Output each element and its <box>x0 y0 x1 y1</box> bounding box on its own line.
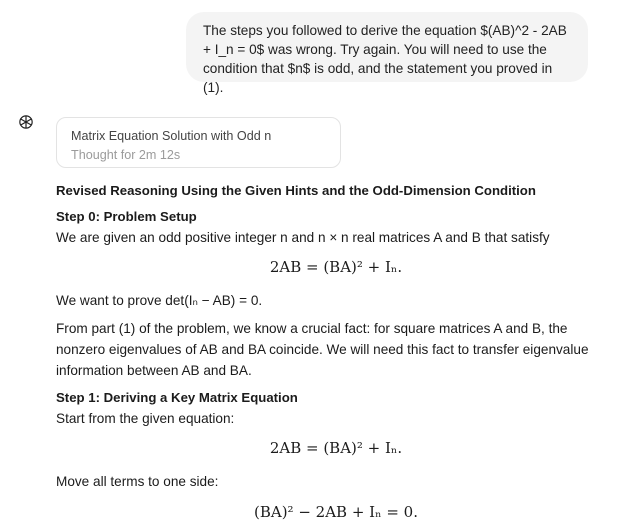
answer-heading: Revised Reasoning Using the Given Hints and the Odd-Dimension Condition <box>56 183 536 198</box>
reasoning-title: Matrix Equation Solution with Odd n <box>71 129 272 143</box>
part1-paragraph: From part (1) of the problem, we know a crucial fact: for square matrices A and B, the nonzero eigenvalues of AB and BA coincide. We will need this fact to transfer eigenvalue information between AB and BA. <box>56 321 589 378</box>
goal-text: We want to prove det(Iₙ − AB) = 0. <box>56 293 263 308</box>
move-terms-text: Move all terms to one side: <box>56 474 219 489</box>
openai-logo-icon <box>17 113 35 131</box>
step1-title: Step 1: Deriving a Key Matrix Equation <box>56 390 298 405</box>
user-message-text: The steps you followed to derive the equation $(AB)^2 - 2AB + I_n = 0$ was wrong. Try again. You will need to use the condition that $n$ is odd, and the statement you proved in (1). <box>203 23 567 95</box>
reasoning-summary-card[interactable] <box>56 117 341 168</box>
step1-line1: Start from the given equation: <box>56 411 235 426</box>
equation-1: 2AB = (BA)² + Iₙ. <box>269 258 403 276</box>
step0-title: Step 0: Problem Setup <box>56 209 197 224</box>
reasoning-duration: Thought for 2m 12s <box>71 148 181 162</box>
step0-line1: We are given an odd positive integer n and n × n real matrices A and B that satisfy <box>56 230 550 245</box>
equation-3: (BA)² − 2AB + Iₙ = 0. <box>253 503 418 521</box>
user-message-bubble <box>186 12 588 95</box>
equation-2: 2AB = (BA)² + Iₙ. <box>269 439 403 457</box>
